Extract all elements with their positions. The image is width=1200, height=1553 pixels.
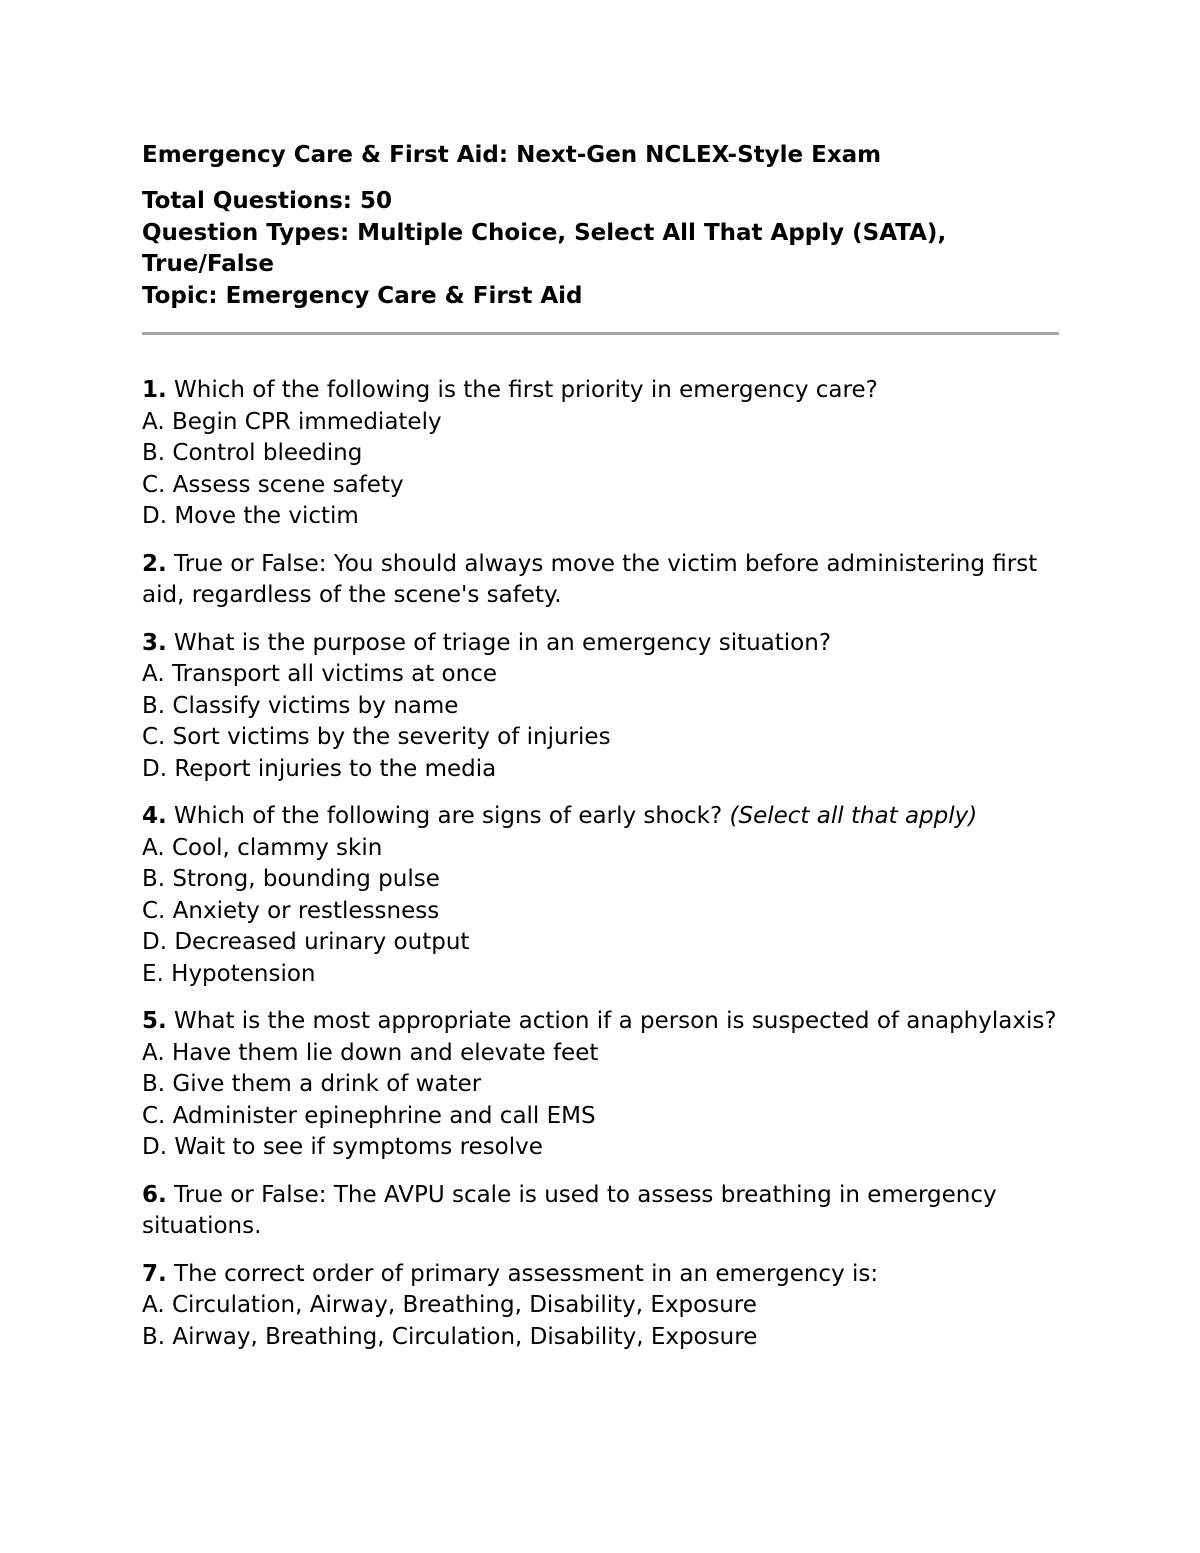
topic: Topic: Emergency Care & First Aid xyxy=(142,282,583,309)
question-3 xyxy=(142,628,1062,786)
question-stem xyxy=(142,1180,1062,1243)
answer-option: B. Airway, Breathing, Circulation, Disability, Exposure xyxy=(142,1323,758,1350)
question-types-line2: True/False xyxy=(142,251,274,277)
question-number: 5. xyxy=(142,1008,167,1034)
question-text: The correct order of primary assessment in an emergency is: xyxy=(166,1260,879,1287)
question-6 xyxy=(142,1180,1062,1243)
question-text: Which of the following is the first priority in emergency care? xyxy=(166,377,878,403)
answer-option: A. Cool, clammy skin xyxy=(142,834,383,861)
total-questions: Total Questions: 50 xyxy=(142,188,393,214)
answer-option: D. Move the victim xyxy=(142,503,359,529)
answer-option: A. Have them lie down and elevate feet xyxy=(142,1039,599,1066)
question-number: 2. xyxy=(142,550,167,577)
answer-option: B. Control bleeding xyxy=(142,440,363,466)
answer-option: C. Administer epinephrine and call EMS xyxy=(142,1102,596,1129)
question-types-line1: Question Types: Multiple Choice, Select All That Apply (SATA), xyxy=(142,219,947,246)
question-stem xyxy=(142,1259,1062,1291)
answer-option: C. Assess scene safety xyxy=(142,471,404,498)
question-text: What is the most appropriate action if a person is suspected of anaphylaxis? xyxy=(166,1008,1057,1034)
answer-option: D. Decreased urinary output xyxy=(142,929,470,955)
question-stem xyxy=(142,549,1062,612)
question-number: 4. xyxy=(142,803,167,829)
question-7 xyxy=(142,1259,1062,1354)
answer-option: C. Sort victims by the severity of injuries xyxy=(142,724,611,750)
question-hint: (Select all that apply) xyxy=(729,803,978,829)
document-title: Emergency Care & First Aid: Next-Gen NCLEX-Style Exam xyxy=(142,142,882,168)
question-number: 3. xyxy=(142,629,167,656)
question-stem xyxy=(142,628,1062,660)
question-number: 7. xyxy=(142,1260,167,1287)
question-2 xyxy=(142,549,1062,612)
answer-option: A. Begin CPR immediately xyxy=(142,408,442,435)
document-page xyxy=(142,140,1062,1369)
question-text: Which of the following are signs of early shock? xyxy=(166,803,730,829)
answer-option: C. Anxiety or restlessness xyxy=(142,897,440,924)
question-5 xyxy=(142,1006,1062,1164)
answer-option: B. Strong, bounding pulse xyxy=(142,866,440,892)
answer-option: D. Report injuries to the media xyxy=(142,755,497,782)
question-1 xyxy=(142,375,1062,533)
answer-option: B. Classify victims by name xyxy=(142,692,459,719)
question-stem xyxy=(142,801,1062,833)
question-stem xyxy=(142,375,1062,407)
answer-option: B. Give them a drink of water xyxy=(142,1071,482,1097)
question-text: What is the purpose of triage in an emergency situation? xyxy=(166,629,832,656)
answer-option: A. Transport all victims at once xyxy=(142,661,497,687)
question-text: True or False: The AVPU scale is used to assess breathing in emergency situations. xyxy=(142,1181,997,1239)
answer-option: E. Hypotension xyxy=(142,960,316,987)
question-stem xyxy=(142,1006,1062,1038)
question-list xyxy=(142,375,1062,1353)
question-number: 6. xyxy=(142,1181,167,1208)
question-4 xyxy=(142,801,1062,990)
horizontal-divider xyxy=(142,332,1059,335)
answer-option: A. Circulation, Airway, Breathing, Disability, Exposure xyxy=(142,1292,757,1318)
question-number: 1. xyxy=(142,377,167,403)
question-text: True or False: You should always move the victim before administering first aid, regardless of the scene's safety. xyxy=(142,550,1038,608)
answer-option: D. Wait to see if symptoms resolve xyxy=(142,1134,543,1160)
